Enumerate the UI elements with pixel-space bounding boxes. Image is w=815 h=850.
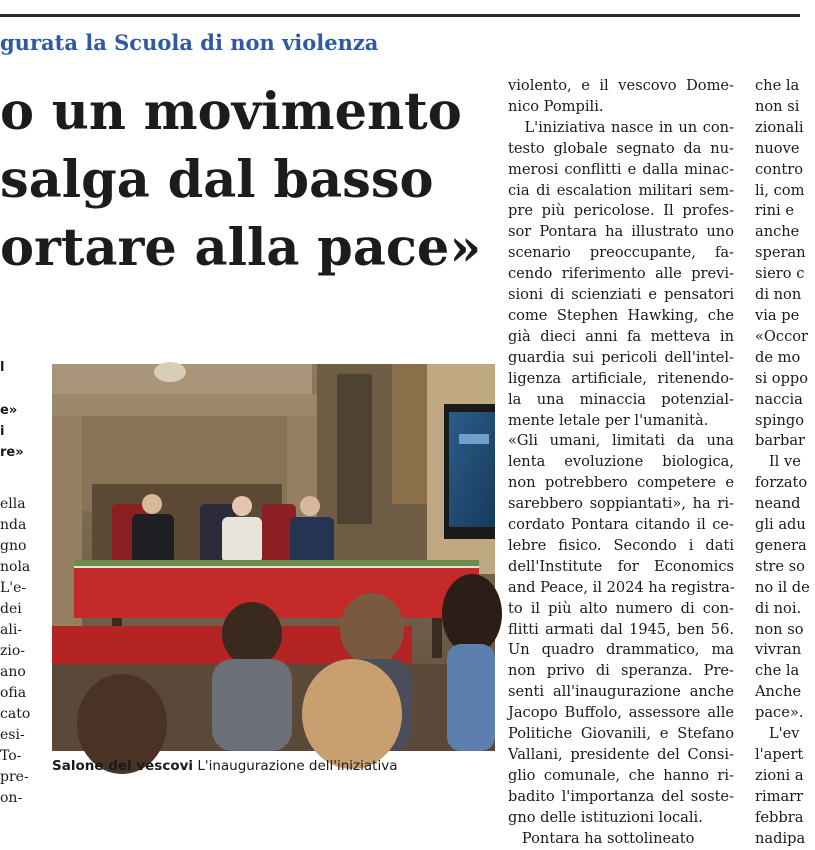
text-line: sarebbero soppiantati», ha ri- [508,495,734,513]
text-line: neand [755,495,801,513]
text-line: cia di escalation militari sem- [508,181,734,199]
body-fragment: nda [0,517,27,533]
body-fragment: esi- [0,727,25,743]
text-line: anche [755,223,800,241]
text-line: sioni di scienziati e pensatori [508,286,734,304]
text-line: non so [755,620,804,638]
text-line: cendo riferimento alle previ- [508,265,734,283]
top-rule [0,14,800,17]
photo-caption [52,758,397,774]
text-line: siero c [755,265,805,283]
text-line: senti all'inaugurazione anche [508,683,734,701]
text-line: violento, e il vescovo Dome- [508,77,734,94]
text-line: non si [755,97,800,115]
text-line: gno delle istituzioni locali. [508,808,703,826]
text-line: spingo [755,411,805,429]
text-line: l'apert [755,746,804,763]
text-line: no il de [755,578,810,596]
text-line: glio comunale, che hanno ri- [508,766,734,784]
text-line: zioni a [755,766,804,784]
kicker: gurata la Scuola di non violenza [0,30,379,55]
text-line: badito l'importanza del soste- [508,787,734,805]
text-line: stre so [755,557,805,575]
text-line: mente letale per l'umanità. [508,411,709,429]
caption-label: Salone dei vescovi [52,758,194,774]
text-line: barbar [755,432,806,450]
text-line: lenta evoluzione biologica, [508,453,734,471]
text-line: la una minaccia potenzial- [508,390,734,408]
text-line: vivran [755,641,802,659]
event-photo [52,364,495,751]
text-line: to il più alto numero di con- [508,599,734,617]
body-fragment: ella [0,496,26,512]
text-line: Jacopo Buffolo, assessore alle [508,704,734,722]
text-line: nico Pompili. [508,97,604,115]
text-line: pre più pericolose. Il profes- [508,202,734,220]
text-line: testo globale segnato da nu- [508,139,734,157]
headline-line: salga dal basso [0,150,434,210]
text-line: cordato Pontara citando il ce- [508,516,734,534]
text-line: rimarr [755,787,804,805]
subhead-fragment: l [0,360,5,375]
text-line: Politiche Giovanili, e Stefano [508,725,734,743]
text-line: febbra [755,808,804,826]
body-fragment: To- [0,748,22,764]
text-line: «Occor [755,327,809,345]
text-line: forzato [755,474,808,492]
text-line: già dieci anni fa metteva in [508,327,734,345]
text-line: che la [755,662,800,680]
body-fragment: pre- [0,769,29,785]
text-line: non potrebbero competere e [508,474,734,492]
text-line: and Peace, il 2024 ha registra- [508,578,735,596]
text-line: contro [755,160,803,178]
subhead-fragment: i [0,424,5,439]
body-fragment: cato [0,706,31,722]
text-line: L'ev [755,725,800,743]
text-line: naccia [755,390,803,408]
body-fragment: ano [0,664,26,680]
body-fragment: nola [0,559,31,575]
text-line: ligenza artificiale, ritenendo- [508,369,734,387]
text-line: di noi. [755,599,802,617]
text-line: lebre fisico. Secondo i dati [508,536,734,554]
article-column-3 [755,76,815,847]
body-fragment: gno [0,538,27,554]
body-fragment: ali- [0,622,23,638]
text-line: «Gli umani, limitati da una [508,432,734,450]
text-line: Vallani, presidente del Consi- [508,746,734,763]
text-line: come Stephen Hawking, che [508,306,734,324]
text-line: Anche [755,683,802,701]
body-fragment: L'e- [0,580,27,596]
text-line: genera [755,536,807,554]
headline [0,78,505,282]
article-column-2 [508,76,734,850]
text-line: nuove [755,139,800,157]
text-line: gli adu [755,516,806,534]
body-fragment: on- [0,790,23,806]
text-line: di non [755,286,802,304]
headline-line: o un movimento [0,82,462,142]
text-line: non privo di speranza. Pre- [508,662,734,680]
text-line: flitti armati dal 1945, ben 56. [508,620,734,638]
text-line: speran [755,244,806,262]
text-line: rini e [755,202,794,220]
text-line: L'iniziativa nasce in un con- [508,118,734,136]
text-line: de mo [755,348,801,366]
text-line: li, com [755,181,805,199]
text-line: Un quadro drammatico, ma [508,641,734,659]
headline-line: ortare alla pace» [0,218,482,278]
body-fragment: zio- [0,643,26,659]
text-line: si oppo [755,369,809,387]
subhead-fragment: e» [0,403,18,418]
text-line: via pe [755,306,800,324]
text-line: dell'Institute for Economics [508,557,734,575]
text-line: merosi conflitti e dalla minac- [508,160,734,178]
text-line: Il ve [755,453,801,471]
body-fragment: dei [0,601,22,617]
text-line: che la [755,77,800,94]
text-line: scenario preoccupante, fa- [508,244,734,262]
body-fragment: ofia [0,685,27,701]
subhead-fragment: re» [0,445,24,460]
text-line: Pontara ha sottolineato [508,829,695,847]
text-line: pace». [755,704,804,722]
text-line: zionali [755,118,804,136]
text-line: sor Pontara ha illustrato uno [508,223,734,241]
text-line: nadipa [755,829,806,847]
caption-text: L'inaugurazione dell'iniziativa [197,758,398,774]
text-line: guardia sui pericoli dell'intel- [508,348,734,366]
